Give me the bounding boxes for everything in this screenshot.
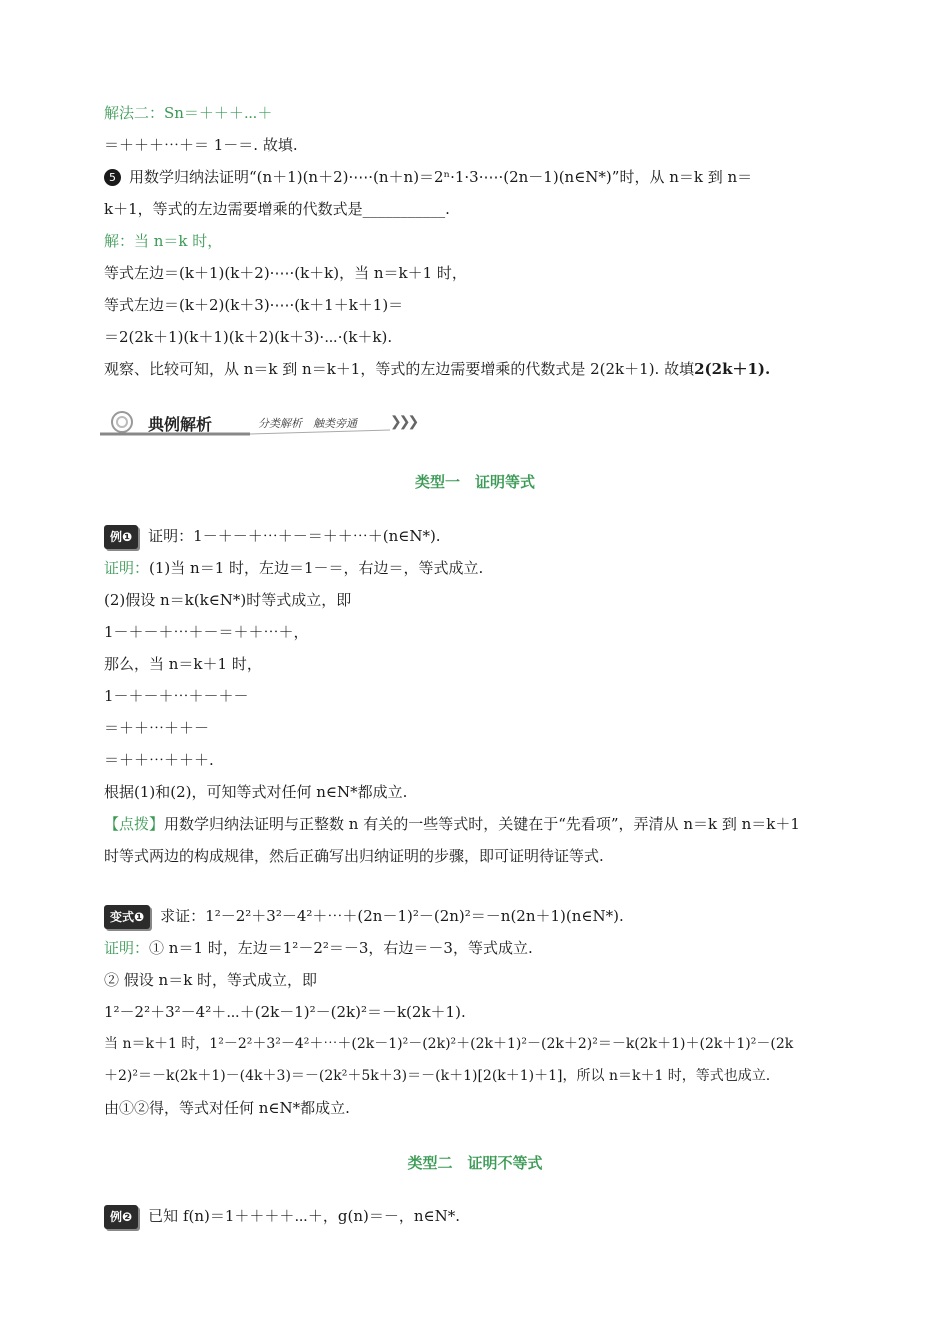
type-1-heading: 类型一 证明等式 <box>414 473 535 491</box>
variant-badge: 变式❶ <box>104 905 150 929</box>
solution-2-line-1: 解法二：Sn＝＋＋＋⋯＋ <box>104 104 273 122</box>
proof-line-1: 证明：(1)当 n＝1 时，左边＝1－＝，右边＝，等式成立. <box>104 559 484 577</box>
type-2-heading: 类型二 证明不等式 <box>407 1154 543 1172</box>
answer-line-4: ＝2(2k＋1)(k＋1)(k＋2)(k＋3)·⋯·(k＋k). <box>104 328 393 346</box>
answer-line-1: 解：当 n＝k 时， <box>104 232 223 250</box>
answer-line-5: 观察、比较可知，从 n＝k 到 n＝k＋1，等式的左边需要增乘的代数式是 2(2k＋1). 故填2(2k＋1). <box>104 360 771 378</box>
section-banner <box>100 410 430 438</box>
answer-line-3: 等式左边＝(k＋2)(k＋3)·⋯·(k＋1＋k＋1)＝ <box>104 296 404 314</box>
example-badge: 例❷ <box>104 1205 138 1229</box>
variant-proof-line-3: 1²－2²＋3²－4²＋⋯＋(2k－1)²－(2k)²＝－k(2k＋1). <box>104 1003 466 1021</box>
variant-proof-line-2: ② 假设 n＝k 时，等式成立，即 <box>104 971 318 989</box>
proof-line-7: ＝＋＋⋯＋＋＋. <box>104 751 214 769</box>
variant-proof-line-1: 证明：① n＝1 时，左边＝1²－2²＝－3，右边＝－3，等式成立. <box>104 939 533 957</box>
answer-line-2: 等式左边＝(k＋1)(k＋2)·⋯·(k＋k)，当 n＝k＋1 时， <box>104 264 467 282</box>
proof-line-5: 1－＋－＋⋯＋－＋－ <box>104 687 249 705</box>
proof-line-2: (2)假设 n＝k(k∈N*)时等式成立，即 <box>104 591 352 609</box>
solution-2-line-2: ＝＋＋＋⋯＋＝ 1－＝. 故填. <box>104 136 298 154</box>
tip-line-2: 时等式两边的构成规律，然后正确写出归纳证明的步骤，即可证明待证等式. <box>104 847 604 865</box>
variant-proof-line-6: 由①②得，等式对任何 n∈N*都成立. <box>104 1099 350 1117</box>
proof-line-6: ＝＋＋⋯＋＋－ <box>104 719 210 737</box>
example-1: 例❶ 证明：1－＋－＋⋯＋－＝＋＋⋯＋(n∈N*). <box>104 525 441 549</box>
tip-line-1: 【点拨】用数学归纳法证明与正整数 n 有关的一些等式时，关键在于“先看项”，弄清从 n＝k 到 n＝k＋1 <box>104 815 800 833</box>
banner-title: 典例解析 <box>148 415 213 434</box>
question-number-badge: 5 <box>104 169 121 186</box>
question-5-line-2: k＋1，等式的左边需要增乘的代数式是___________. <box>104 200 450 218</box>
variant-proof-line-4: 当 n＝k＋1 时，1²－2²＋3²－4²＋⋯＋(2k－1)²－(2k)²＋(2k＋1)²－(2k＋2)²＝－k(2k＋1)＋(2k＋1)²－(2k <box>104 1036 794 1052</box>
arrows-icon: ❯❯❯ <box>390 414 417 430</box>
proof-line-8: 根据(1)和(2)，可知等式对任何 n∈N*都成立. <box>104 783 408 801</box>
banner-subtitle: 分类解析 触类旁通 <box>258 417 357 430</box>
example-badge: 例❶ <box>104 525 138 549</box>
proof-line-3: 1－＋－＋⋯＋－＝＋＋⋯＋， <box>104 623 309 641</box>
variant-1: 变式❶ 求证：1²－2²＋3²－4²＋⋯＋(2n－1)²－(2n)²＝－n(2n＋1)(n∈N*). <box>104 905 624 929</box>
example-2: 例❷ 已知 f(n)＝1＋＋＋＋⋯＋，g(n)＝－，n∈N*. <box>104 1205 460 1229</box>
variant-proof-line-5: ＋2)²＝－k(2k＋1)－(4k＋3)＝－(2k²＋5k＋3)＝－(k＋1)[2(k＋1)＋1]，所以 n＝k＋1 时，等式也成立. <box>104 1068 771 1084</box>
question-5-line-1: 5 用数学归纳法证明“(n＋1)(n＋2)·⋯·(n＋n)＝2ⁿ·1·3·⋯·(2n－1)(n∈N*)”时，从 n＝k 到 n＝ <box>104 166 752 188</box>
proof-line-4: 那么，当 n＝k＋1 时， <box>104 655 262 673</box>
